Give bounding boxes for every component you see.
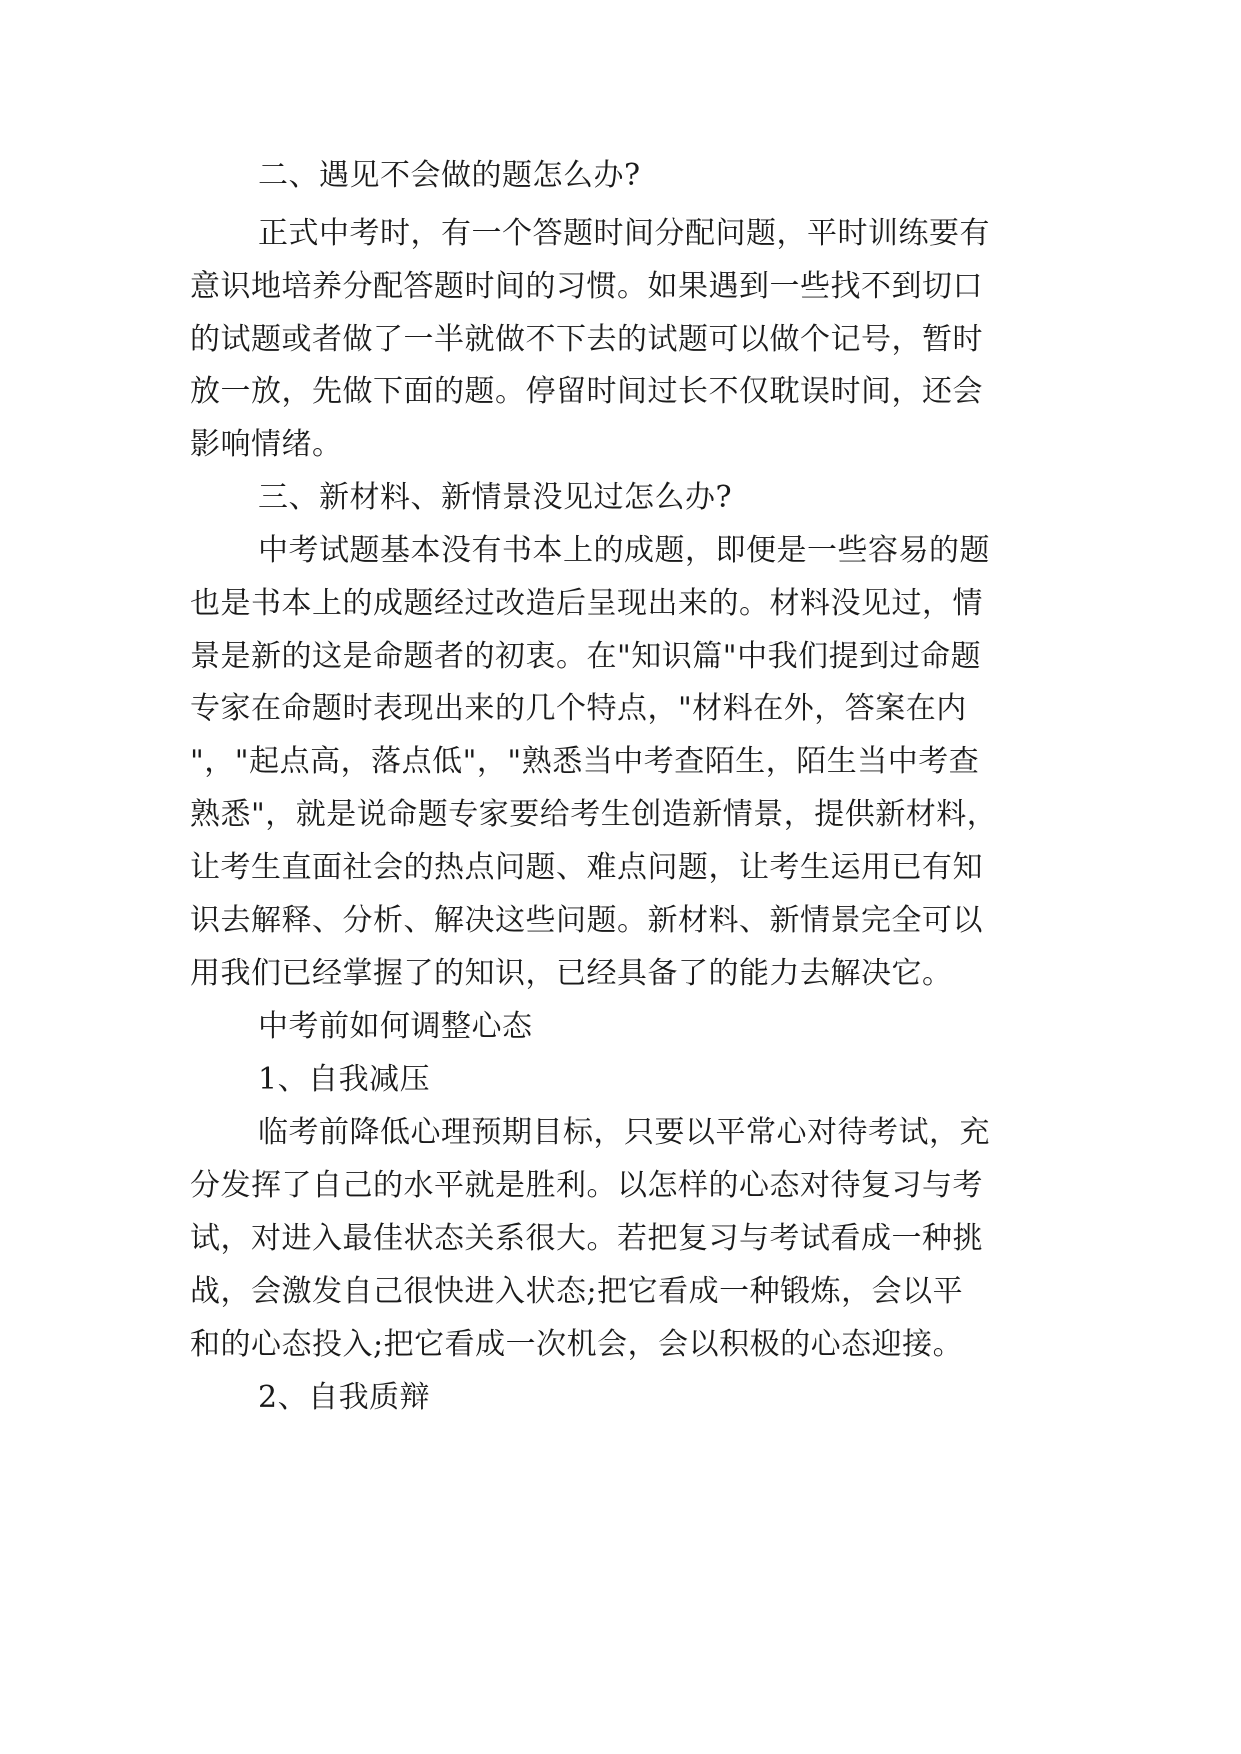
heading-item-1: 1、自我减压 [258,1062,431,1097]
paragraph-line: 放一放，先做下面的题。停留时间过长不仅耽误时间，还会 [190,374,983,409]
paragraph-line: 让考生直面社会的热点问题、难点问题，让考生运用已有知 [190,850,983,885]
heading-mindset: 中考前如何调整心态 [258,1009,533,1044]
paragraph-line: 用我们已经掌握了的知识，已经具备了的能力去解决它。 [190,956,953,991]
paragraph-line: 分发挥了自己的水平就是胜利。以怎样的心态对待复习与考 [190,1168,983,1203]
paragraph-line: 中考试题基本没有书本上的成题，即便是一些容易的题 [258,533,990,568]
paragraph-line: 的试题或者做了一半就做不下去的试题可以做个记号，暂时 [190,322,983,357]
paragraph-line: 临考前降低心理预期目标，只要以平常心对待考试，充 [258,1115,990,1150]
paragraph-line: 也是书本上的成题经过改造后呈现出来的。材料没见过，情 [190,586,983,621]
paragraph-line: 战，会激发自己很快进入状态;把它看成一种锻炼，会以平 [190,1274,964,1309]
paragraph-line: 识去解释、分析、解决这些问题。新材料、新情景完全可以 [190,903,983,938]
heading-item-2: 2、自我质辩 [258,1380,431,1415]
paragraph-line: 意识地培养分配答题时间的习惯。如果遇到一些找不到切口 [190,269,983,304]
heading-section-2: 二、遇见不会做的题怎么办? [258,158,641,193]
paragraph-line: "，"起点高，落点低"，"熟悉当中考查陌生，陌生当中考查 [190,744,980,779]
paragraph-line: 试，对进入最佳状态关系很大。若把复习与考试看成一种挑 [190,1221,983,1256]
paragraph-line: 熟悉"，就是说命题专家要给考生创造新情景，提供新材料， [190,797,998,832]
paragraph-line: 景是新的这是命题者的初衷。在"知识篇"中我们提到过命题 [190,639,982,674]
paragraph-line: 影响情绪。 [190,427,343,462]
paragraph-line: 和的心态投入;把它看成一次机会，会以积极的心态迎接。 [190,1327,964,1362]
paragraph-line: 专家在命题时表现出来的几个特点，"材料在外，答案在内 [190,691,967,726]
heading-section-3: 三、新材料、新情景没见过怎么办? [258,480,733,515]
paragraph-line: 正式中考时，有一个答题时间分配问题，平时训练要有 [258,216,990,251]
